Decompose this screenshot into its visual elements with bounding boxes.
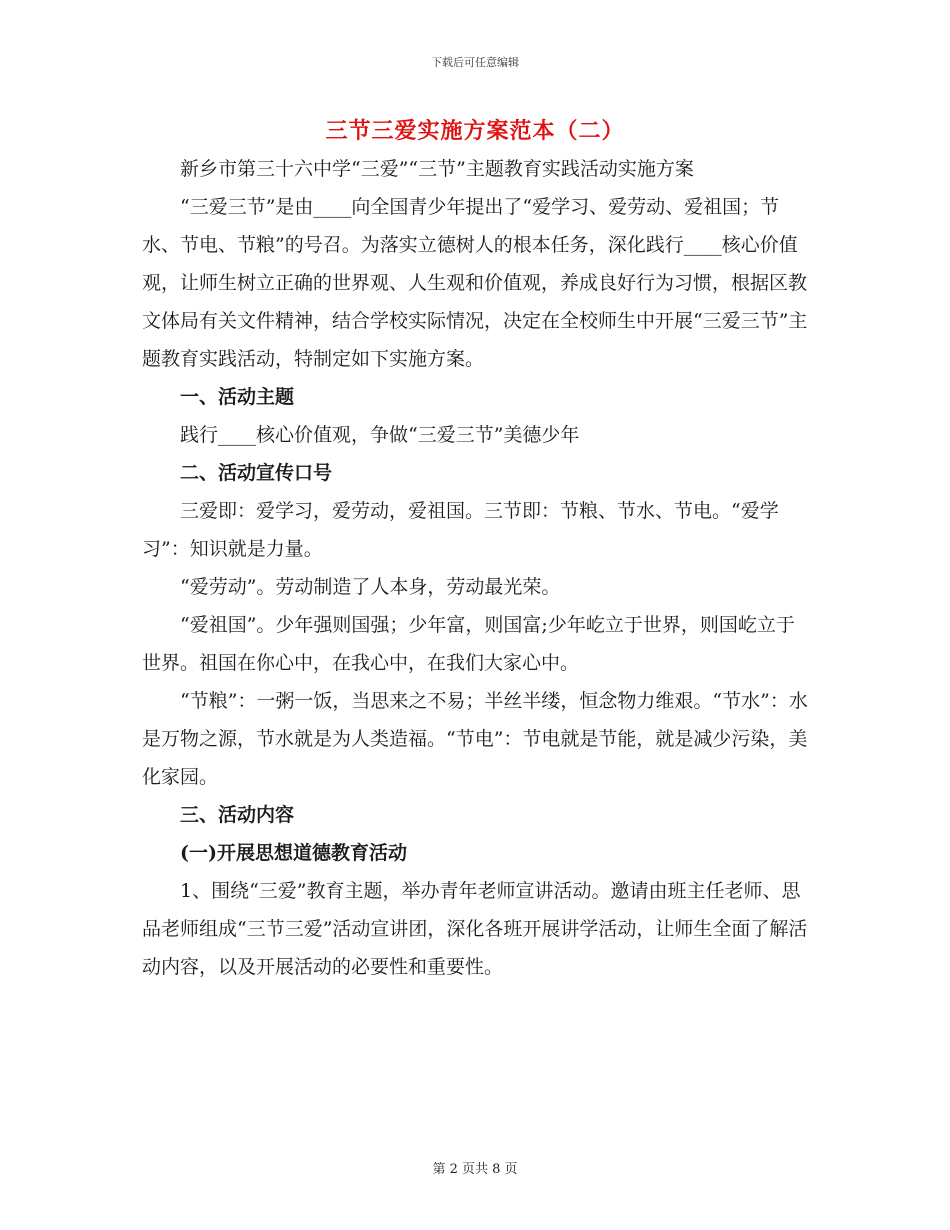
- paragraph-intro: “三爱三节”是由____向全国青少年提出了“爱学习、爱劳动、爱祖国；节水、节电、节粮”的号召。为落实立德树人的根本任务，深化践行____核心价值观，让师生树立正确的世界观、人生观和价值观，养成良好行为习惯，根据区教文体局有关文件精神，结合学校实际情况，决定在全校师生中开展“三爱三节”主题教育实践活动，特制定如下实施方案。: [142, 196, 808, 370]
- paragraph-slogan-learning: 三爱即：爱学习，爱劳动，爱祖国。三节即：节粮、节水、节电。“爱学习”：知识就是力量。: [142, 500, 779, 560]
- paragraph-slogan-labor: “爱劳动”。劳动制造了人本身，劳动最光荣。: [180, 576, 561, 598]
- paragraph-activity-1: 1、围绕“三爱”教育主题，举办青年老师宣讲活动。邀请由班主任老师、思品老师组成“三节三爱”活动宣讲团，深化各班开展讲学活动，让师生全面了解活动内容，以及开展活动的必要性和重要性。: [142, 880, 808, 978]
- paragraph-theme: 践行____核心价值观，争做“三爱三节”美德少年: [180, 424, 580, 446]
- section-heading-theme: 一、活动主题: [180, 386, 295, 408]
- page-number-footer: 第 2 页共 8 页: [432, 1162, 518, 1177]
- subsection-heading-moral-education: (一)开展思想道德教育活动: [180, 842, 407, 864]
- paragraph-slogan-saving: “节粮”：一粥一饭，当思来之不易；半丝半缕，恒念物力维艰。“节水”：水是万物之源，节水就是为人类造福。“节电”：节电就是节能，就是减少污染，美化家园。: [142, 690, 808, 788]
- paragraph-slogan-motherland: “爱祖国”。少年强则国强；少年富，则国富;少年屹立于世界，则国屹立于世界。祖国在你心中，在我心中，在我们大家心中。: [142, 614, 795, 674]
- document-body: [142, 150, 812, 986]
- section-heading-content: 三、活动内容: [180, 804, 295, 826]
- section-heading-slogan: 二、活动宣传口号: [180, 462, 333, 484]
- document-title: 三节三爱实施方案范本（二）: [325, 118, 625, 144]
- paragraph-school-plan-title: 新乡市第三十六中学“三爱”“三节”主题教育实践活动实施方案: [180, 158, 694, 180]
- header-note: 下载后可任意编辑: [431, 56, 519, 69]
